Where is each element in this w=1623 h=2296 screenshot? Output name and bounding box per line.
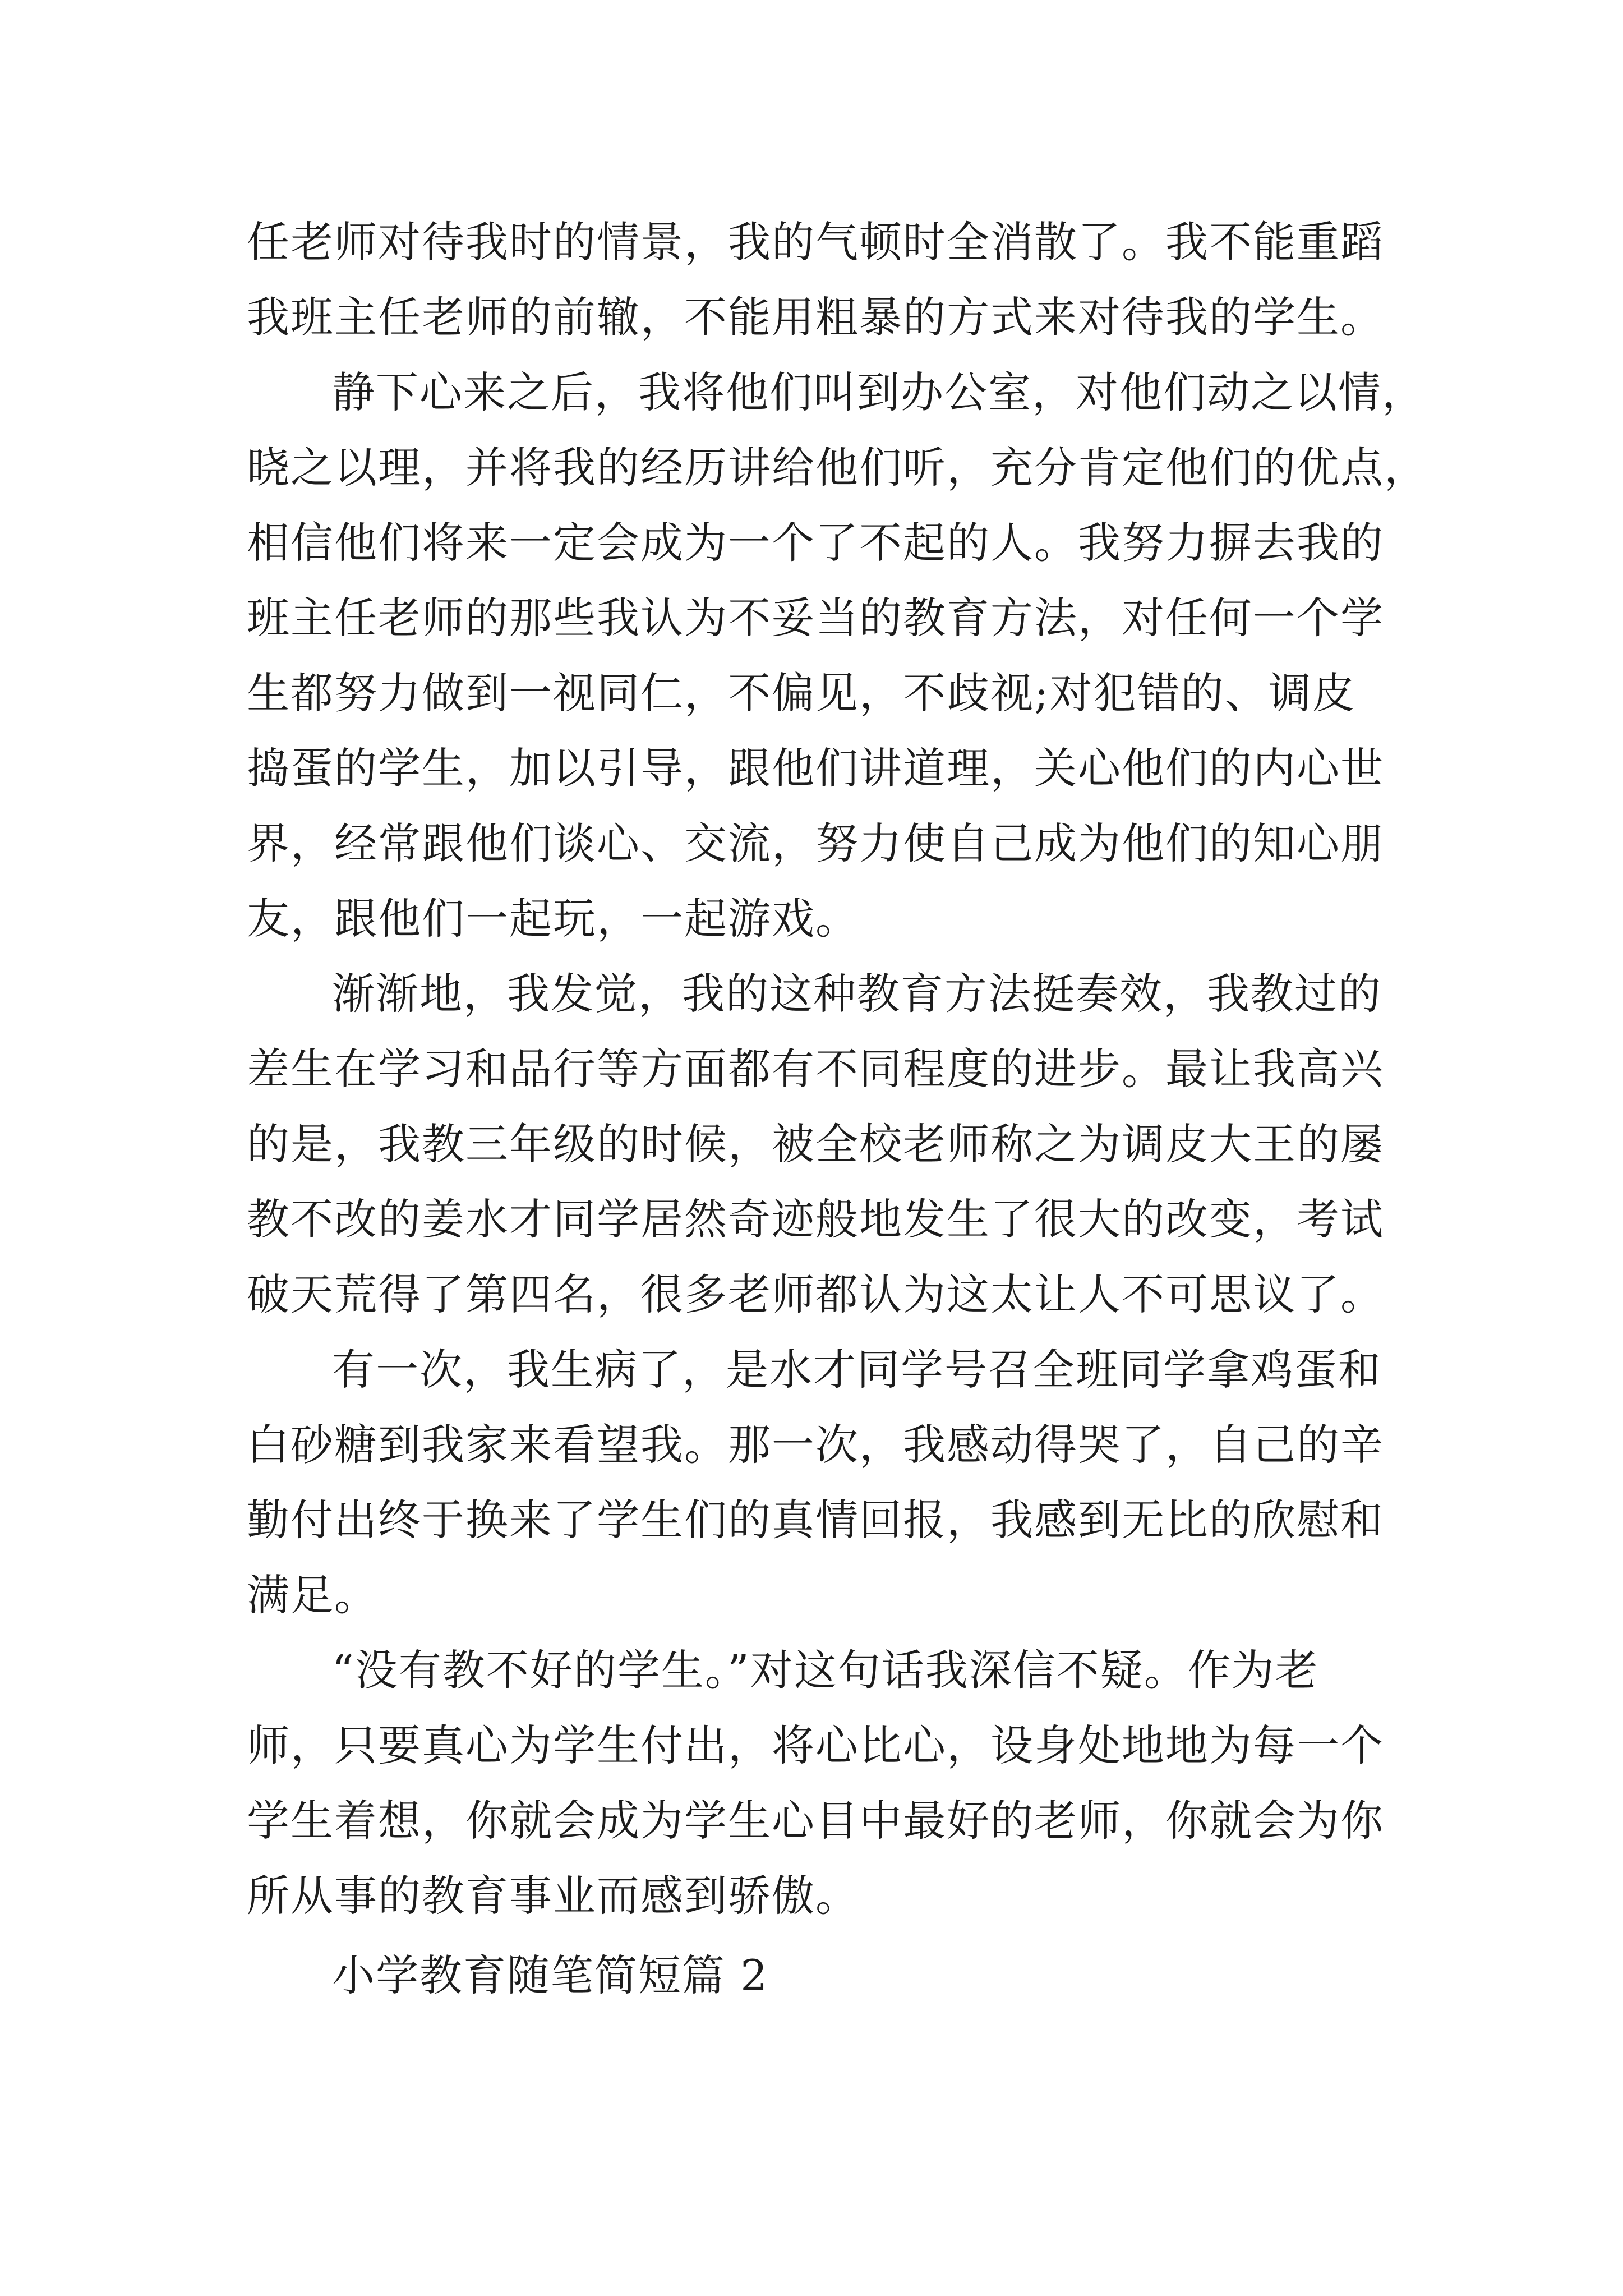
paragraph-start-line: 静下心来之后，我将他们叫到办公室，对他们动之以情， <box>332 367 1426 417</box>
text-line: 生都努力做到一视同仁，不偏见，不歧视;对犯错的、调皮 <box>247 668 1356 718</box>
text-line: 白砂糖到我家来看望我。那一次，我感动得哭了，自己的辛 <box>247 1420 1384 1470</box>
text-line: 友，跟他们一起玩，一起游戏。 <box>247 894 859 944</box>
text-line: 破天荒得了第四名，很多老师都认为这太让人不可思议了。 <box>247 1269 1384 1319</box>
text-line: 我班主任老师的前辙，不能用粗暴的方式来对待我的学生。 <box>247 292 1384 342</box>
text-line: 教不改的姜水才同学居然奇迹般地发生了很大的改变，考试 <box>247 1194 1384 1244</box>
text-line: 相信他们将来一定会成为一个了不起的人。我努力摒去我的 <box>247 518 1384 568</box>
text-line: 勤付出终于换来了学生们的真情回报，我感到无比的欣慰和 <box>247 1495 1384 1545</box>
text-line: 界，经常跟他们谈心、交流，努力使自己成为他们的知心朋 <box>247 818 1384 868</box>
section-heading: 小学教育随笔简短篇 2 <box>332 1950 769 2000</box>
text-line: 差生在学习和品行等方面都有不同程度的进步。最让我高兴 <box>247 1044 1384 1094</box>
text-line: 任老师对待我时的情景，我的气顿时全消散了。我不能重蹈 <box>247 217 1384 267</box>
paragraph-start-line: 有一次，我生病了，是水才同学号召全班同学拿鸡蛋和 <box>332 1345 1382 1395</box>
text-line: 班主任老师的那些我认为不妥当的教育方法，对任何一个学 <box>247 593 1384 643</box>
document-body <box>247 205 1428 2013</box>
text-line: 满足。 <box>247 1570 378 1620</box>
text-line: 晓之以理，并将我的经历讲给他们听，充分肯定他们的优点， <box>247 443 1428 493</box>
paragraph-start-line: “没有教不好的学生。”对这句话我深信不疑。作为老 <box>332 1645 1319 1695</box>
text-line: 师，只要真心为学生付出，将心比心，设身处地地为每一个 <box>247 1720 1384 1770</box>
text-line: 的是，我教三年级的时候，被全校老师称之为调皮大王的屡 <box>247 1119 1384 1169</box>
paragraph-start-line: 渐渐地，我发觉，我的这种教育方法挺奏效，我教过的 <box>332 969 1382 1019</box>
text-line: 捣蛋的学生，加以引导，跟他们讲道理，关心他们的内心世 <box>247 743 1384 793</box>
text-line: 学生着想，你就会成为学生心目中最好的老师，你就会为你 <box>247 1796 1384 1846</box>
text-line: 所从事的教育事业而感到骄傲。 <box>247 1871 859 1921</box>
